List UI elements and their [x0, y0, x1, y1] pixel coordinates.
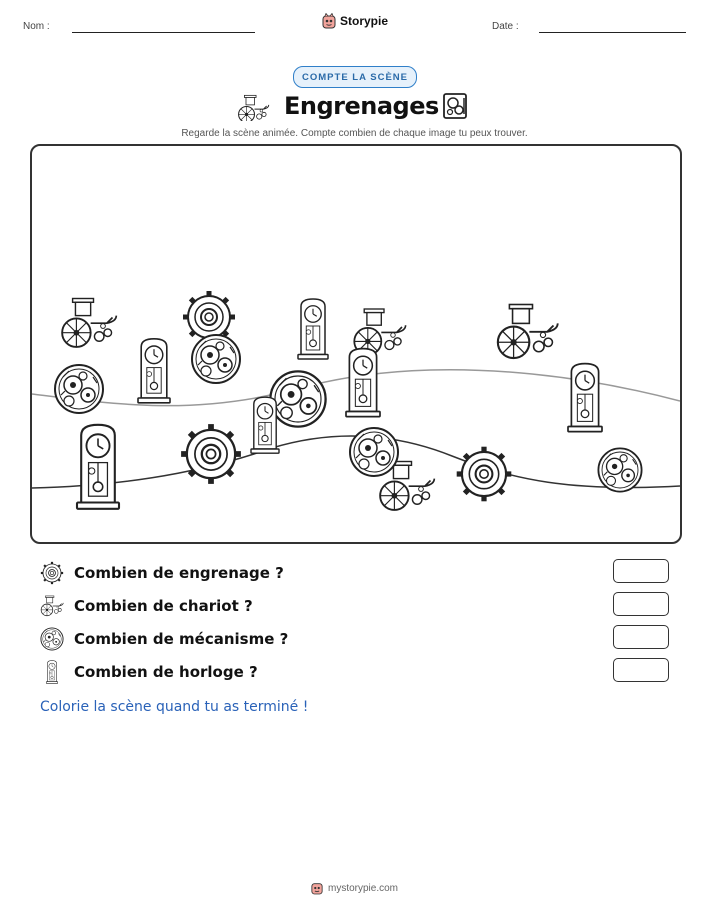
storypie-mascot-icon [311, 881, 323, 895]
clock-icon [40, 660, 64, 684]
question-cart [40, 593, 253, 619]
mechanism-box-icon [442, 92, 468, 120]
brand-logo [322, 13, 388, 29]
mechanism-icon [55, 365, 103, 413]
mechanism-icon [350, 428, 398, 476]
name-line[interactable] [72, 32, 255, 33]
answer-box-mechanism[interactable] [613, 625, 669, 649]
date-line[interactable] [539, 32, 686, 33]
clock-icon [298, 299, 328, 359]
question-clock [40, 659, 258, 685]
mechanism-icon [270, 371, 325, 426]
footer [0, 881, 709, 895]
question-mechanism [40, 626, 288, 652]
mechanism-icon [40, 627, 64, 651]
clock-icon [251, 397, 279, 453]
date-label: Date : [492, 21, 519, 32]
coloring-instruction: Colorie la scène quand tu as terminé ! [40, 699, 309, 715]
clock-icon [346, 349, 380, 417]
cart-icon [40, 594, 64, 618]
cart-icon [237, 93, 273, 121]
footer-url: mystorypie.com [327, 882, 398, 894]
gear-icon [181, 424, 241, 484]
mechanism-icon [598, 448, 641, 491]
clock-icon [77, 425, 119, 509]
clock-icon [568, 364, 602, 432]
page-title: Engrenages [284, 92, 439, 120]
instructions: Regarde la scène animée. Compte combien de chaque image tu peux trouver. [181, 128, 528, 139]
question-text: Combien de mécanisme ? [74, 630, 289, 648]
scene-illustration [32, 146, 680, 542]
brand-name: Storypie [340, 14, 389, 28]
gear-icon [457, 447, 512, 502]
question-text: Combien de chariot ? [74, 597, 253, 615]
mechanism-icon [192, 335, 240, 383]
scene-frame [30, 144, 682, 544]
answer-box-clock[interactable] [613, 658, 669, 682]
question-gear [40, 560, 284, 586]
storypie-mascot-icon [322, 13, 336, 29]
answer-box-cart[interactable] [613, 592, 669, 616]
clock-icon [138, 339, 170, 403]
question-text: Combien de engrenage ? [74, 564, 284, 582]
name-label: Nom : [23, 21, 50, 32]
gear-icon [40, 561, 64, 585]
activity-badge: COMPTE LA SCÈNE [293, 66, 417, 88]
answer-box-gear[interactable] [613, 559, 669, 583]
question-text: Combien de horloge ? [74, 663, 258, 681]
cart-icon [62, 299, 116, 347]
cart-icon [498, 305, 558, 359]
